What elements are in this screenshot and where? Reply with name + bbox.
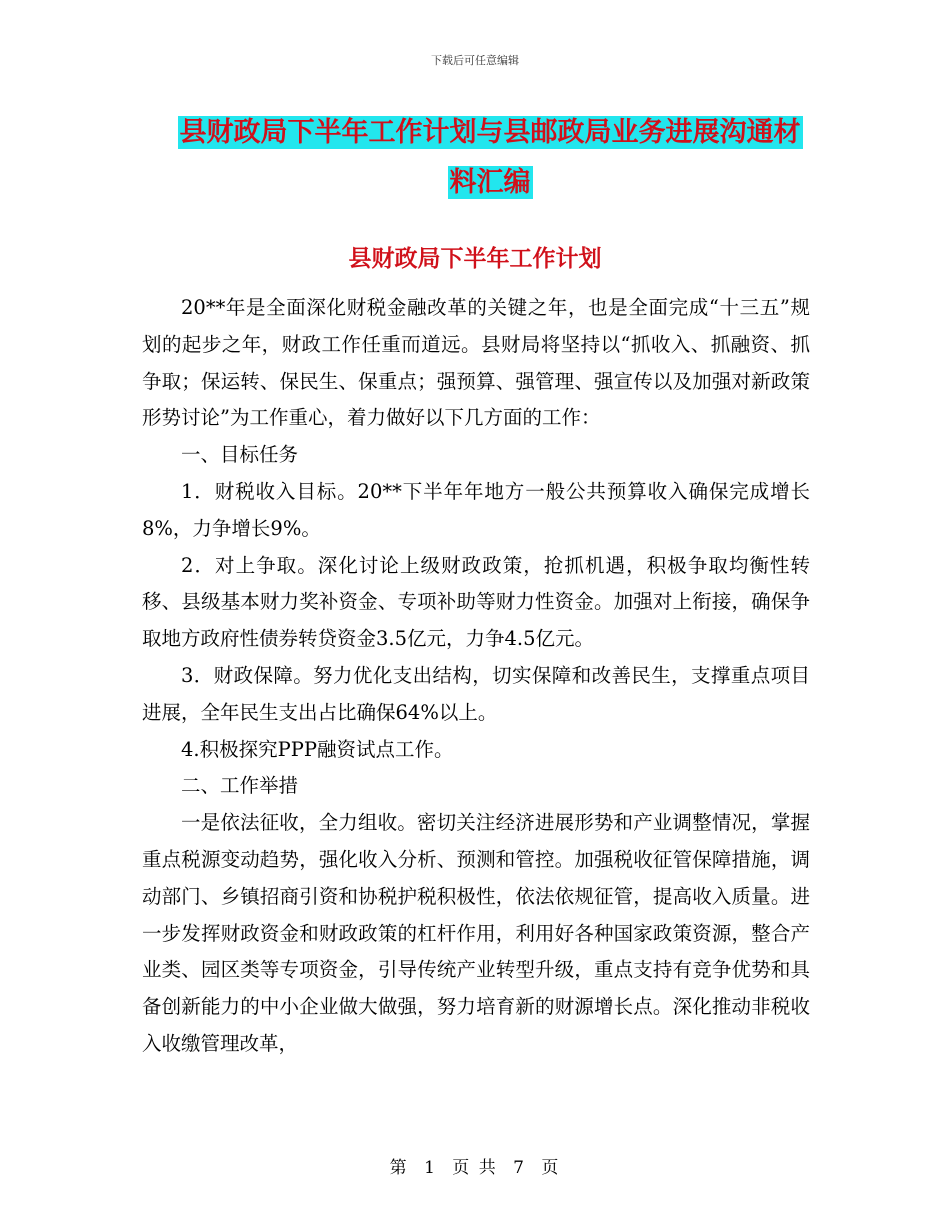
paragraph-target-4: 4.积极探究PPP融资试点工作。 xyxy=(181,737,454,761)
paragraph-target-2: 2．对上争取。深化讨论上级财政政策，抢抓机遇，积极争取均衡性转移、县级基本财力奖补资金、专项补助等财力性资金。加强对上衔接，确保争取地方政府性债券转贷资金3.5亿元，力争4.5亿元。 xyxy=(142,553,810,651)
document-title-line-1: 县财政局下半年工作计划与县邮政局业务进展沟通材 xyxy=(179,117,801,148)
footer-prefix: 第 xyxy=(389,1158,409,1178)
footer-page-number: 1 xyxy=(424,1158,437,1178)
footer-total-pages: 7 xyxy=(513,1158,526,1178)
paragraph-target-3: 3．财政保障。努力优化支出结构，切实保障和改善民生，支撑重点项目进展，全年民生支出占比确保64%以上。 xyxy=(142,663,810,724)
document-title xyxy=(160,108,820,208)
footer-middle: 页 共 xyxy=(452,1158,498,1178)
document-body xyxy=(142,290,810,1063)
page-footer xyxy=(0,1153,950,1178)
document-title-line-2: 料汇编 xyxy=(449,167,531,198)
paragraph-target-1: 1．财税收入目标。20**下半年年地方一般公共预算收入确保完成增长8%，力争增长9%。 xyxy=(142,479,810,540)
paragraph-intro: 20**年是全面深化财税金融改革的关键之年，也是全面完成“十三五”规划的起步之年，财政工作任重而道远。县财局将坚持以“抓收入、抓融资、抓争取；保运转、保民生、保重点；强预算、强管理、强宣传以及加强对新政策形势讨论”为工作重心，着力做好以下几方面的工作： xyxy=(142,296,810,430)
header-note: 下载后可任意编辑 xyxy=(431,54,519,67)
heading-measures: 二、工作举措 xyxy=(181,774,299,798)
heading-targets: 一、目标任务 xyxy=(181,443,299,467)
section-title: 县财政局下半年工作计划 xyxy=(348,245,602,272)
paragraph-measure-1: 一是依法征收，全力组收。密切关注经济进展形势和产业调整情况，掌握重点税源变动趋势，强化收入分析、预测和管控。加强税收征管保障措施，调动部门、乡镇招商引资和协税护税积极性，依法依规征管，提高收入质量。进一步发挥财政资金和财政政策的杠杆作用，利用好各种国家政策资源，整合产业类、园区类等专项资金，引导传统产业转型升级，重点支持有竞争优势和具备创新能力的中小企业做大做强，努力培育新的财源增长点。深化推动非税收入收缴管理改革， xyxy=(142,811,810,1055)
footer-suffix: 页 xyxy=(541,1158,561,1178)
